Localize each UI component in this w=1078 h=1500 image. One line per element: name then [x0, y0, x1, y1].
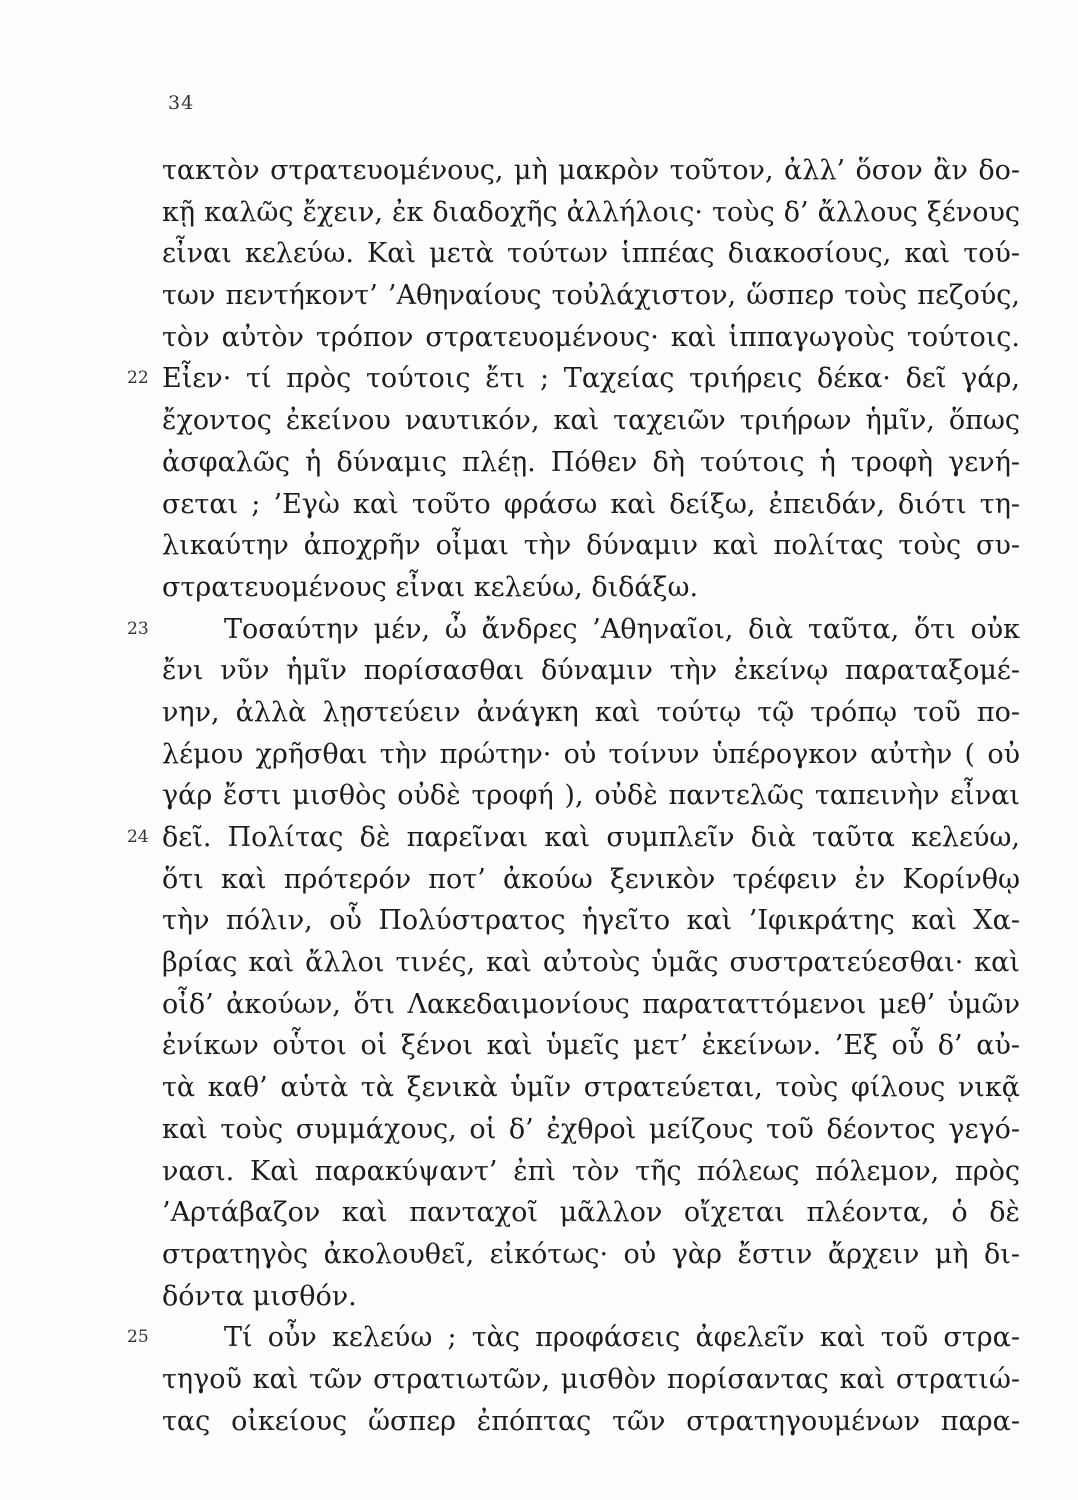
line-text: τακτὸν στρατευομένους, μὴ μακρὸν τοῦτον, ἀλλ’ ὅσον ἂν δο-: [162, 155, 1020, 186]
text-line: [162, 567, 1020, 609]
line-text: ἔχοντος ἐκείνου ναυτικόν, καὶ ταχειῶν τριήρων ἡμῖν, ὅπως: [162, 405, 1020, 437]
line-text: στρατευομένους εἶναι κελεύω, διδάξω.: [162, 571, 699, 603]
text-line: [162, 400, 1020, 442]
line-text: δεῖ. Πολίτας δὲ παρεῖναι καὶ συμπλεῖν διὰ ταῦτα κελεύω,: [162, 822, 1020, 853]
line-text: ’Αρτάβαζον καὶ πανταχοῖ μᾶλλον οἴχεται πλέοντα, ὁ δὲ: [162, 1197, 1020, 1229]
line-text: ἀσφαλῶς ἡ δύναμις πλέῃ. Πόθεν δὴ τούτοις ἡ τροφὴ γενή-: [162, 446, 1020, 478]
text-line: [162, 1067, 1020, 1109]
line-text: κῇ καλῶς ἔχειν, ἐκ διαδοχῆς ἀλλήλοις· τοὺς δ’ ἄλλους ξένους: [162, 196, 1020, 228]
line-text: στρατηγὸς ἀκολουθεῖ, εἰκότως· οὐ γὰρ ἔστιν ἄρχειν μὴ δι-: [162, 1238, 1020, 1270]
line-text: νην, ἀλλὰ λῃστεύειν ἀνάγκη καὶ τούτῳ τῷ τρόπῳ τοῦ πο-: [162, 696, 1020, 728]
line-text: βρίας καὶ ἄλλοι τινές, καὶ αὐτοὺς ὑμᾶς συστρατεύεσθαι· καὶ: [162, 947, 1020, 979]
line-text: των πεντήκοντ’ ’Αθηναίους τοὐλάχιστον, ὥσπερ τοὺς πεζούς,: [162, 280, 1020, 312]
text-line: [162, 1276, 1020, 1318]
text-line: [162, 1401, 1020, 1443]
text-line: [162, 775, 1020, 817]
line-text: εἶναι κελεύω. Καὶ μετὰ τούτων ἱππέας διακοσίους, καὶ τού-: [162, 238, 1020, 270]
line-text: δόντα μισθόν.: [162, 1280, 357, 1312]
text-line: [162, 1025, 1020, 1067]
text-line: [162, 1151, 1020, 1193]
section-number: 24: [127, 827, 149, 847]
section-number: 23: [127, 618, 149, 639]
line-text: λέμου χρῆσθαι τὴν πρώτην· οὐ τοίνυν ὑπέρογκον αὐτὴν ( οὐ: [162, 738, 1020, 770]
page-number: 34: [168, 92, 195, 114]
text-line: [162, 150, 1020, 192]
text-line: [162, 275, 1020, 317]
line-text: Τί οὖν κελεύω ; τὰς προφάσεις ἀφελεῖν καὶ τοῦ στρα-: [224, 1322, 1020, 1354]
text-line: [162, 900, 1020, 942]
text-line: [162, 734, 1020, 776]
line-text: νασι. Καὶ παρακύψαντ’ ἐπὶ τὸν τῆς πόλεως πόλεμον, πρὸς: [162, 1155, 1020, 1187]
text-line: [162, 442, 1020, 484]
section-number: 25: [127, 1327, 149, 1348]
line-text: σεται ; ’Εγὼ καὶ τοῦτο φράσω καὶ δείξω, ἐπειδάν, διότι τη-: [162, 488, 1020, 520]
text-line: [162, 942, 1020, 984]
text-line: [162, 692, 1020, 734]
text-line: [162, 192, 1020, 234]
line-text: λικαύτην ἀποχρῆν οἶμαι τὴν δύναμιν καὶ πολίτας τοὺς συ-: [162, 530, 1020, 562]
line-text: τὴν πόλιν, οὗ Πολύστρατος ἡγεῖτο καὶ ’Ιφικράτης καὶ Χα-: [162, 905, 1020, 937]
text-line: [162, 317, 1020, 359]
text-line: [162, 484, 1020, 526]
line-text: ὅτι καὶ πρότερόν ποτ’ ἀκούω ξενικὸν τρέφειν ἐν Κορίνθῳ: [162, 863, 1020, 895]
line-text: Εἶεν· τί πρὸς τούτοις ἔτι ; Ταχείας τριήρεις δέκα· δεῖ γάρ,: [162, 363, 1020, 395]
text-line: [127, 609, 1020, 651]
line-text: τας οἰκείους ὥσπερ ἐπόπτας τῶν στρατηγουμένων παρα-: [162, 1405, 1020, 1437]
section-number: 22: [127, 368, 149, 389]
text-line: [162, 525, 1020, 567]
line-text: καὶ τοὺς συμμάχους, οἱ δ’ ἐχθροὶ μείζους τοῦ δέοντος γεγό-: [162, 1113, 1020, 1145]
line-text: Τοσαύτην μέν, ὦ ἄνδρες ’Αθηναῖοι, διὰ ταῦτα, ὅτι οὐκ: [224, 613, 1020, 645]
text-line: [162, 233, 1020, 275]
body-text: [127, 150, 1020, 1442]
text-line: [162, 984, 1020, 1026]
text-line: [127, 1317, 1020, 1359]
line-text: τηγοῦ καὶ τῶν στρατιωτῶν, μισθὸν πορίσαντας καὶ στρατιώ-: [162, 1363, 1020, 1395]
text-line: [162, 1109, 1020, 1151]
line-text: γάρ ἔστι μισθὸς οὐδὲ τροφή ), οὐδὲ παντελῶς ταπεινὴν εἶναι: [162, 780, 1020, 812]
text-line: [162, 859, 1020, 901]
line-text: ἐνίκων οὗτοι οἱ ξένοι καὶ ὑμεῖς μετ’ ἐκείνων. ’Εξ οὗ δ’ αὐ-: [162, 1030, 1020, 1062]
text-line: [162, 1234, 1020, 1276]
line-text: τὰ καθ’ αὑτὰ τὰ ξενικὰ ὑμῖν στρατεύεται, τοὺς φίλους νικᾷ: [162, 1072, 1020, 1104]
text-line: [127, 817, 1020, 859]
line-text: τὸν αὐτὸν τρόπον στρατευομένους· καὶ ἱππαγωγοὺς τούτοις.: [162, 321, 1020, 353]
line-text: οἶδ’ ἀκούων, ὅτι Λακεδαιμονίους παραταττόμενοι μεθ’ ὑμῶν: [162, 988, 1020, 1020]
text-line: [162, 1192, 1020, 1234]
text-line: [127, 358, 1020, 400]
text-line: [162, 1359, 1020, 1401]
line-text: ἔνι νῦν ἡμῖν πορίσασθαι δύναμιν τὴν ἐκείνῳ παραταξομέ-: [162, 655, 1020, 687]
text-line: [162, 650, 1020, 692]
